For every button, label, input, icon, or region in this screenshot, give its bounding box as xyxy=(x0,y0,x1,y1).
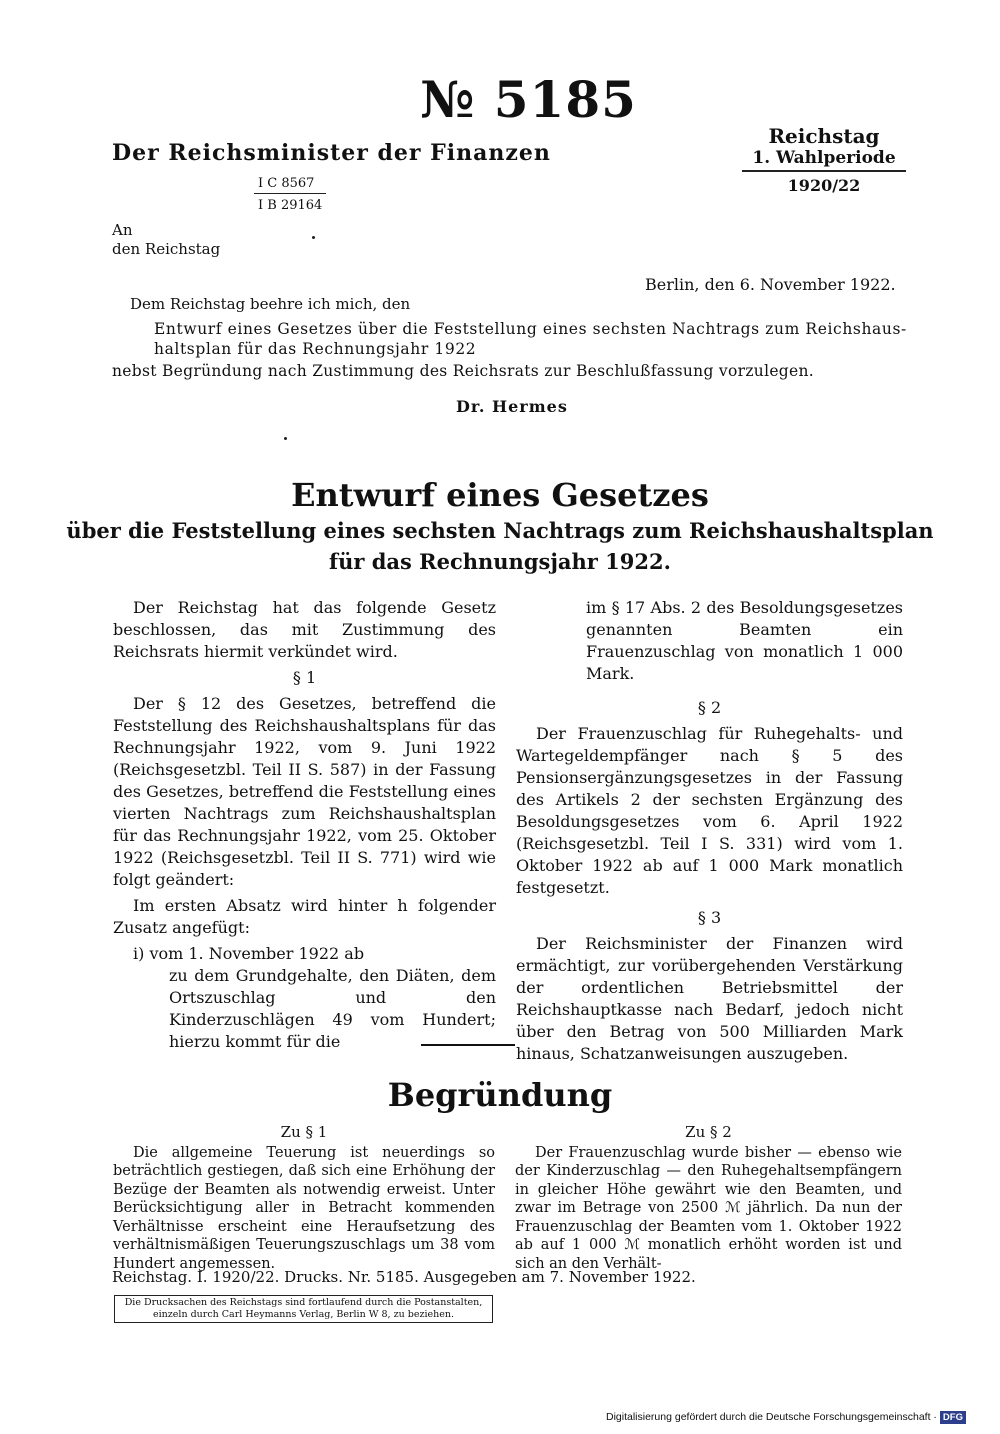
publication-line: Reichstag. I. 1920/22. Drucks. Nr. 5185. Ausgegeben am 7. November 1922. xyxy=(112,1268,696,1286)
draft-subtitle-line-2: für das Rechnungsjahr 1922. xyxy=(329,549,671,574)
imprint-box xyxy=(114,1295,493,1323)
section-3-text: Der Reichsminister der Finanzen wird ermächtigt, zur vorübergehenden Verstärkung der ordentlichen Betriebsmittel der Reichshauptkasse nach Bedarf, jedoch nicht über den Betrag von 500 Milliarden Mark hinaus, Schatzanweisungen auszugeben. xyxy=(516,934,903,1063)
signature: Dr. Hermes xyxy=(456,397,568,416)
reference-number-top: I C 8567 xyxy=(258,176,315,191)
cover-letter-intro: Dem Reichstag beehre ich mich, den xyxy=(130,295,411,313)
reichstag-period-stamp xyxy=(742,124,906,195)
draft-right-column xyxy=(516,597,903,1069)
digitization-credit xyxy=(606,1411,966,1424)
section-3-heading: § 3 xyxy=(697,908,722,927)
justification-title: Begründung xyxy=(387,1076,613,1114)
section-1-continued: im § 17 Abs. 2 des Besoldungsgesetzes genannten Beamten ein Frauenzuschlag von monatlich 1 000 Mark. xyxy=(586,598,903,683)
addressee-line-2: den Reichstag xyxy=(112,240,221,258)
addressee-line-1: An xyxy=(112,221,133,239)
section-1-text: Der § 12 des Gesetzes, betreffend die Feststellung des Reichshaushaltsplans für das Rechnungsjahr 1922, vom 9. Juni 1922 (Reichsgesetzbl. Teil II S. 587) in der Fassung des Gesetzes, betreffend die Feststellung eines vierten Nachtrags zum Reichshaushaltsplan für das Rechnungsjahr 1922, vom 25. Oktober 1922 (Reichsgesetzbl. Teil II S. 771) wird wie folgt geändert: xyxy=(113,694,496,889)
section-1-heading: § 1 xyxy=(292,668,317,687)
stray-mark xyxy=(312,236,315,239)
draft-title: Entwurf eines Gesetzes xyxy=(291,476,709,514)
document-number: № 5185 xyxy=(420,70,637,129)
preamble: Der Reichstag hat das folgende Gesetz beschlossen, das mit Zustimmung des Reichsrats hiermit verkündet wird. xyxy=(113,598,496,661)
justification-right-column xyxy=(515,1123,902,1273)
letter-date: Berlin, den 6. November 1922. xyxy=(645,275,896,294)
reference-number-bottom: I B 29164 xyxy=(258,198,323,213)
zu-section-1-text: Die allgemeine Teuerung ist neuerdings so beträchtlich gestiegen, daß sich eine Erhöhung der Bezüge der Beamten als notwendig erweist. Unter Berücksichtigung aller in Betracht kommenden Verhältnisse erscheint eine Heraufsetzung des verhältnismäßigen Teuerungszuschlags um 38 vom Hundert angemessen. xyxy=(113,1144,495,1272)
imprint-line-2: einzeln durch Carl Heymanns Verlag, Berlin W 8, zu beziehen. xyxy=(153,1309,454,1320)
section-1-item-body: zu dem Grundgehalte, den Diäten, dem Ortszuschlag und den Kinderzuschlägen 49 vom Hundert; hierzu kommt für die xyxy=(169,966,496,1051)
digitization-text: Digitalisierung gefördert durch die Deutsche Forschungsgemeinschaft · xyxy=(606,1411,937,1423)
section-divider xyxy=(421,1044,515,1046)
imprint-line-1: Die Drucksachen des Reichstags sind fortlaufend durch die Postanstalten, xyxy=(124,1297,483,1308)
section-1-amendment: Im ersten Absatz wird hinter h folgender Zusatz angefügt: xyxy=(113,896,496,937)
cover-letter-draft-ref-line-1: Entwurf eines Gesetzes über die Feststellung eines sechsten Nachtrags zum Reichshaus- xyxy=(154,320,907,338)
stamp-line-period: 1. Wahlperiode xyxy=(742,148,906,172)
zu-section-2-heading: Zu § 2 xyxy=(685,1123,732,1141)
section-2-heading: § 2 xyxy=(697,698,722,717)
zu-section-1-heading: Zu § 1 xyxy=(280,1123,328,1141)
stray-mark xyxy=(284,437,287,440)
minister-heading: Der Reichsminister der Finanzen xyxy=(112,140,551,166)
dfg-logo: DFG xyxy=(940,1411,966,1424)
justification-left-column xyxy=(113,1123,495,1273)
stamp-line-reichstag: Reichstag xyxy=(768,124,880,148)
cover-letter-draft-ref-line-2: haltsplan für das Rechnungsjahr 1922 xyxy=(154,340,477,358)
addressee xyxy=(112,221,220,259)
zu-section-2-text: Der Frauenzuschlag wurde bisher — ebenso wie der Kinderzuschlag — den Ruhegehaltsempfängern in gleicher Höhe gewährt wie den Beamten, und zwar im Betrage von 2500 ℳ jährlich. Da nun der Frauenzuschlag der Beamten vom 1. Oktober 1922 ab auf 1 000 ℳ monatlich erhöht worden ist und sich an den Verhält- xyxy=(515,1144,902,1272)
cover-letter-closing: nebst Begründung nach Zustimmung des Reichsrats zur Beschlußfassung vorzulegen. xyxy=(112,362,814,380)
draft-subtitle-line-1: über die Feststellung eines sechsten Nachtrags zum Reichshaushaltsplan xyxy=(66,518,934,543)
section-1-item-label: i) vom 1. November 1922 ab xyxy=(133,944,365,963)
draft-left-column xyxy=(113,597,496,1053)
reference-divider xyxy=(254,193,326,194)
section-2-text: Der Frauenzuschlag für Ruhegehalts- und Wartegeldempfänger nach § 5 des Pensionsergänzungsgesetzes in der Fassung des Artikels 2 der sechsten Ergänzung des Besoldungsgesetzes vom 6. April 1922 (Reichsgesetzbl. Teil I S. 331) wird vom 1. Oktober 1922 ab auf 1 000 Mark monatlich festgesetzt. xyxy=(516,724,903,897)
stamp-line-years: 1920/22 xyxy=(787,176,861,195)
